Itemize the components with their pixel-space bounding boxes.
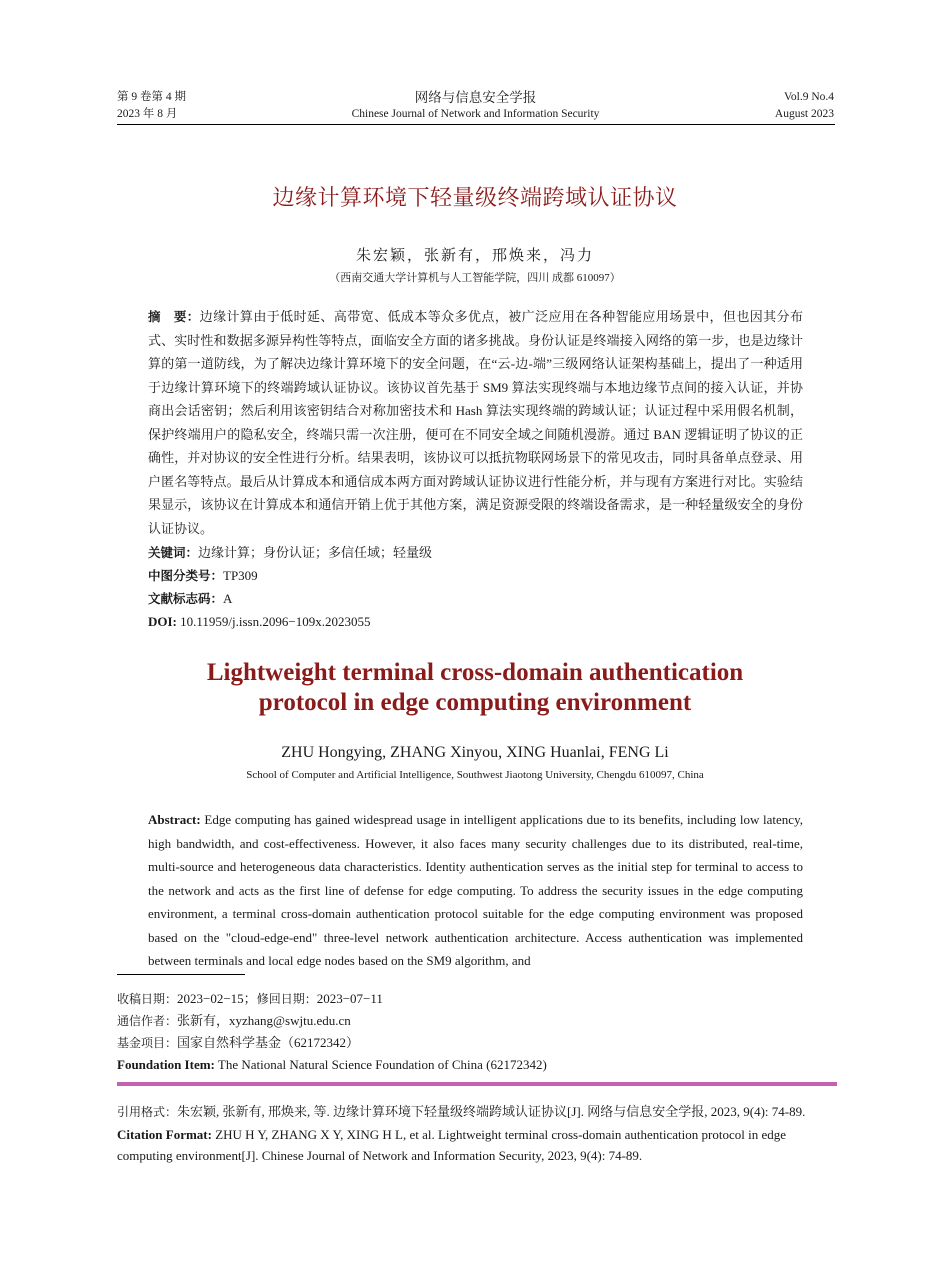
abstract-en	[148, 808, 803, 972]
abstract-cn	[148, 305, 803, 540]
fund-text: 国家自然科学基金（62172342）	[177, 1035, 360, 1050]
received-date: 2023−02−15；	[177, 991, 257, 1006]
citation-cn-text: 朱宏颖, 张新有, 邢焕来, 等. 边缘计算环境下轻量级终端跨域认证协议[J]. 网络与信息安全学报, 2023, 9(4): 74-89.	[177, 1104, 806, 1119]
citation-en	[117, 1124, 837, 1167]
journal-name	[117, 89, 834, 123]
doc-code-label: 文献标志码：	[148, 591, 224, 606]
title-en-line2: protocol in edge computing environment	[258, 689, 692, 716]
abstract-cn-text: 边缘计算由于低时延、高带宽、低成本等众多优点，被广泛应用在各种智能应用场景中，但也因其分布式、实时性和数据多源异构性等特点，面临安全方面的诸多挑战。身份认证是终端接入网络的第一步，也是边缘计算的第一道防线，为了解决边缘计算环境下的安全问题，在“云-边-端”三级网络认证架构基础上，提出了一种适用于边缘计算环境下的终端跨域认证协议。该协议首先基于 SM9 算法实现终端与本地边缘节点间的接入认证，并协商出会话密钥；然后利用该密钥结合对称加密技术和 Hash 算法实现终端的跨域认证；认证过程中采用假名机制，保护终端用户的隐私安全，终端只需一次注册，便可在不同安全域之间随机漫游。通过 BAN 逻辑证明了协议的正确性，并对协议的安全性进行分析。结果表明，该协议可以抵抗物联网场景下的常见攻击，同时具备单点登录、用户匿名等特点。最后从计算成本和通信成本两方面对跨域认证协议进行性能分析，并与现有方案进行对比。实验结果显示，该协议在计算成本和通信开销上优于其他方案，满足资源受限的终端设备需求，是一种轻量级安全的身份认证协议。	[148, 309, 803, 536]
abstract-en-text: Edge computing has gained widespread usage in intelligent applications due to its benefits, including low latency, high bandwidth, and cost-effectiveness. However, it also faces many security challenges due to its distributed, real-time, multi-source and heterogeneous data characteristics. Identity authentication serves as the initial step for terminal to access to the network and acts as the first line of defense for edge computing. To address the security issues in the edge computing environment, a terminal cross-domain authentication protocol suitable for the edge computing environment was proposed based on the "cloud-edge-end" three-level network authentication architecture. Access authentication was implemented between terminals and local edge nodes based on the SM9 algorithm, and	[148, 812, 803, 968]
fund-label: 基金项目：	[117, 1036, 178, 1050]
citation-cn-label: 引用格式：	[117, 1105, 178, 1119]
citation-en-label: Citation Format:	[117, 1126, 212, 1142]
doi-label: DOI:	[148, 614, 177, 629]
received-label: 收稿日期：	[117, 992, 178, 1006]
citation-en-text: ZHU H Y, ZHANG X Y, XING H L, et al. Lightweight terminal cross-domain authentication protocol in edge computing environment[J]. Chinese Journal of Network and Information Security, 2023, 9(4): 74-89.	[117, 1126, 787, 1163]
volume-issue-text: 第 9 卷第 4 期	[117, 91, 186, 103]
volume-issue-en	[775, 89, 834, 123]
fund-en-text: The National Natural Science Foundation of China (62172342)	[214, 1057, 547, 1072]
running-header	[117, 89, 834, 123]
footnote-divider	[117, 974, 245, 975]
corr-label: 通信作者：	[117, 1014, 178, 1028]
journal-name-en: Chinese Journal of Network and Information Security	[351, 108, 600, 120]
abstract-cn-label: 摘 要：	[148, 309, 200, 324]
doi-link[interactable]: 10.11959/j.issn.2096−109x.2023055	[176, 614, 371, 629]
title-en-line1: Lightweight terminal cross-domain authentication	[206, 659, 744, 686]
citation-format	[117, 1101, 837, 1167]
clc-label: 中图分类号：	[148, 568, 224, 583]
abstract-en-label: Abstract:	[148, 812, 201, 827]
authors-cn: 朱宏颖，张新有，邢焕来，冯力	[355, 248, 594, 264]
journal-name-cn: 网络与信息安全学报	[414, 90, 537, 105]
foundation-en	[117, 1055, 835, 1075]
header-divider	[117, 124, 835, 125]
foundation-cn	[117, 1033, 835, 1053]
affiliation-en: School of Computer and Artificial Intelligence, Southwest Jiaotong University, Chengdu 610097, China	[246, 769, 704, 781]
doi	[148, 612, 803, 632]
keywords-label: 关键词：	[148, 545, 199, 560]
doc-code-text: A	[223, 591, 233, 606]
volume-issue-en-text: Vol.9 No.4	[784, 91, 834, 103]
paper-title-en	[0, 658, 950, 718]
authors-en: ZHU Hongying, ZHANG Xinyou, XING Huanlai, FENG Li	[281, 744, 669, 761]
paper-title-cn: 边缘计算环境下轻量级终端跨域认证协议	[272, 186, 678, 211]
fund-en-label: Foundation Item:	[117, 1057, 215, 1072]
revised-date: 2023−07−11	[316, 991, 383, 1006]
keywords-text: 边缘计算；身份认证；多信任域；轻量级	[198, 545, 433, 560]
corresponding-author	[117, 1011, 835, 1031]
clc-text: TP309	[223, 568, 258, 583]
accent-bar	[117, 1082, 837, 1086]
affiliation-cn: （西南交通大学计算机与人工智能学院，四川 成都 610097）	[329, 272, 621, 284]
document-code	[148, 589, 803, 609]
clc-number	[148, 566, 803, 586]
received-dates	[117, 989, 835, 1009]
citation-cn	[117, 1101, 837, 1124]
date-en-text: August 2023	[774, 108, 834, 120]
date-cn-text: 2023 年 8 月	[117, 108, 178, 120]
revised-label: 修回日期：	[256, 992, 317, 1006]
keywords-cn	[148, 543, 803, 563]
corr-text: 张新有，xyzhang@swjtu.edu.cn	[177, 1013, 351, 1028]
